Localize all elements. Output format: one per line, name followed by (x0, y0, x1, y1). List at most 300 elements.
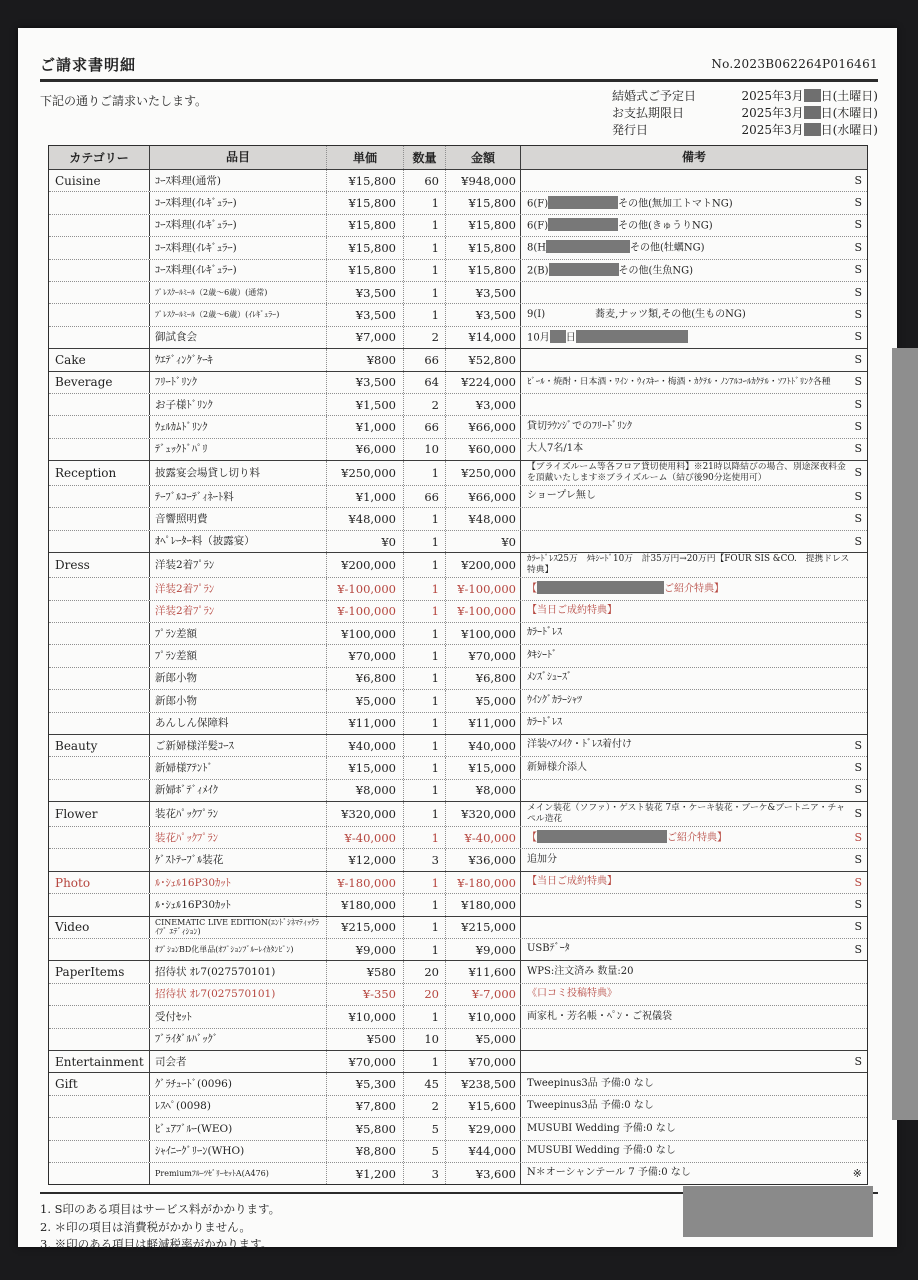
item-cell: 装花ﾊﾟｯｸﾌﾟﾗﾝ (150, 802, 327, 826)
service-flag: S (854, 196, 862, 210)
table-row (49, 507, 867, 529)
remark-text: 10月 日 (527, 330, 851, 345)
amount-cell: ¥70,000 (446, 1051, 521, 1072)
unit-price-cell: ¥1,200 (327, 1163, 404, 1184)
service-flag: S (854, 761, 862, 775)
item-cell: 司会者 (150, 1051, 327, 1072)
item-cell: ﾌﾟﾚｽｸｰﾙﾐｰﾙ（2歳～6歳）(通常) (150, 282, 327, 303)
remark-cell (521, 601, 867, 622)
column-header: 品目 (150, 146, 327, 169)
unit-price-cell: ¥250,000 (327, 461, 404, 485)
service-flag: S (854, 512, 862, 526)
unit-price-cell: ¥3,500 (327, 282, 404, 303)
unit-price-cell: ¥1,000 (327, 416, 404, 437)
item-cell: ﾌﾘｰﾄﾞﾘﾝｸ (150, 372, 327, 393)
quantity-cell: 5 (404, 1118, 446, 1139)
table-row (49, 485, 867, 507)
remark-text: 大人7名/1本 (527, 443, 584, 455)
amount-cell: ¥6,800 (446, 668, 521, 689)
amount-cell: ¥-100,000 (446, 578, 521, 599)
amount-cell: ¥11,000 (446, 713, 521, 734)
table-row (49, 1072, 867, 1094)
date-line (612, 122, 878, 139)
unit-price-cell: ¥0 (327, 531, 404, 552)
item-cell: ﾌﾟﾚｽｸｰﾙﾐｰﾙ（2歳～6歳）(ｲﾚｷﾞｭﾗｰ) (150, 304, 327, 325)
category-cell (49, 601, 150, 622)
unit-price-cell: ¥580 (327, 961, 404, 982)
quantity-cell: 60 (404, 170, 446, 191)
remark-text: ｶﾗｰﾄﾞﾚｽ25万 ﾀｷｼｰﾄﾞ10万 計35万円→20万円【FOUR SIS &CO. 提携ドレス特典】 (527, 554, 850, 576)
item-cell: ｺｰｽ料理(ｲﾚｷﾞｭﾗｰ) (150, 237, 327, 258)
remark-cell (521, 623, 867, 644)
amount-cell: ¥70,000 (446, 645, 521, 666)
item-cell: ｺｰｽ料理(ｲﾚｷﾞｭﾗｰ) (150, 260, 327, 281)
redaction-box (537, 830, 667, 843)
amount-cell: ¥11,600 (446, 961, 521, 982)
remark-cell (521, 461, 867, 485)
table-row (49, 415, 867, 437)
redaction-box (576, 330, 688, 343)
remark-cell (521, 327, 867, 348)
category-cell (49, 508, 150, 529)
redaction-box (537, 581, 664, 594)
amount-cell: ¥8,000 (446, 780, 521, 801)
service-flag: S (854, 898, 862, 912)
service-flag: S (854, 807, 862, 821)
amount-cell: ¥250,000 (446, 461, 521, 485)
amount-cell: ¥15,800 (446, 237, 521, 258)
remark-cell (521, 1141, 867, 1162)
amount-cell: ¥100,000 (446, 623, 521, 644)
unit-price-cell: ¥6,800 (327, 668, 404, 689)
quantity-cell: 1 (404, 553, 446, 577)
item-cell: 音響照明費 (150, 508, 327, 529)
amount-cell: ¥3,600 (446, 1163, 521, 1184)
table-row (49, 938, 867, 960)
category-cell (49, 237, 150, 258)
item-cell: ﾃﾞｭｯｸﾄﾞﾊﾟﾘ (150, 439, 327, 460)
remark-cell (521, 372, 867, 393)
remark-cell (521, 578, 867, 599)
table-row (49, 848, 867, 870)
remark-cell (521, 1096, 867, 1117)
table-row (49, 460, 867, 485)
table-row (49, 303, 867, 325)
category-cell: Reception (49, 461, 150, 485)
remark-text: MUSUBI Wedding 予備:0 なし (527, 1122, 676, 1134)
amount-cell: ¥15,000 (446, 757, 521, 778)
redaction-box-footer (683, 1186, 873, 1237)
unit-price-cell: ¥15,800 (327, 260, 404, 281)
category-cell: Flower (49, 802, 150, 826)
category-cell (49, 260, 150, 281)
amount-cell: ¥3,500 (446, 304, 521, 325)
table-row (49, 1050, 867, 1072)
amount-cell: ¥5,000 (446, 690, 521, 711)
table-row (49, 530, 867, 552)
redaction-box-day (804, 123, 821, 136)
amount-cell: ¥10,000 (446, 1006, 521, 1027)
redaction-box (548, 218, 618, 231)
category-cell (49, 757, 150, 778)
table-row (49, 1095, 867, 1117)
unit-price-cell: ¥500 (327, 1029, 404, 1050)
unit-price-cell: ¥10,000 (327, 1006, 404, 1027)
remark-text: MUSUBI Wedding 予備:0 なし (527, 1144, 676, 1156)
category-cell: Cuisine (49, 170, 150, 191)
amount-cell: ¥215,000 (446, 917, 521, 938)
date-label: 結婚式ご予定日 (612, 89, 697, 103)
amount-cell: ¥15,800 (446, 192, 521, 213)
category-cell (49, 827, 150, 848)
column-header: カテゴリー (49, 146, 150, 169)
category-cell (49, 668, 150, 689)
item-cell: ｸﾞﾗﾁｭｰﾄﾞ(0096) (150, 1073, 327, 1094)
amount-cell: ¥0 (446, 531, 521, 552)
service-flag: S (854, 920, 862, 934)
amount-cell: ¥238,500 (446, 1073, 521, 1094)
item-cell: ｹﾞｽﾄﾃｰﾌﾞﾙ装花 (150, 849, 327, 870)
quantity-cell: 45 (404, 1073, 446, 1094)
remark-text: 【ブライズルーム等各フロア貸切使用料】※21時以降結びの場合、別途深夜料金を頂戴いたします※ブライズルーム（結び後90分迄使用可） (527, 462, 846, 484)
quantity-cell: 66 (404, 416, 446, 437)
remark-cell (521, 713, 867, 734)
item-cell: ﾃｰﾌﾞﾙｺｰﾃﾞｨﾈｰﾄ料 (150, 486, 327, 507)
item-cell: ﾙ･ｼｪﾙ16P30ｶｯﾄ (150, 872, 327, 893)
table-row (49, 689, 867, 711)
category-cell: Video (49, 917, 150, 938)
quantity-cell: 3 (404, 849, 446, 870)
unit-price-cell: ¥40,000 (327, 735, 404, 756)
table-row (49, 779, 867, 801)
date-label: 発行日 (612, 123, 649, 137)
service-flag: S (854, 240, 862, 254)
amount-cell: ¥3,000 (446, 394, 521, 415)
remark-text: 貸切ﾗｳﾝｼﾞでのﾌﾘｰﾄﾞﾘﾝｸ (527, 420, 632, 432)
remark-text: 【当日ご成約特典】 (527, 876, 617, 888)
remark-cell (521, 939, 867, 960)
remark-cell (521, 1118, 867, 1139)
item-cell: ﾋﾞｭｱﾌﾞﾙｰ(WEO) (150, 1118, 327, 1139)
quantity-cell: 1 (404, 690, 446, 711)
item-cell: ｳｪﾙｶﾑﾄﾞﾘﾝｸ (150, 416, 327, 437)
quantity-cell: 2 (404, 1096, 446, 1117)
quantity-cell: 1 (404, 939, 446, 960)
category-cell (49, 531, 150, 552)
unit-price-cell: ¥800 (327, 349, 404, 370)
remark-text: N＊オーシャンテール 7 予備:0 なし (527, 1167, 691, 1179)
unit-price-cell: ¥-100,000 (327, 601, 404, 622)
item-cell: 御試食会 (150, 327, 327, 348)
service-flag: S (854, 534, 862, 548)
unit-price-cell: ¥320,000 (327, 802, 404, 826)
item-cell: ﾌﾟﾗﾝ差額 (150, 645, 327, 666)
quantity-cell: 66 (404, 349, 446, 370)
category-cell (49, 849, 150, 870)
unit-price-cell: ¥3,500 (327, 372, 404, 393)
quantity-cell: 1 (404, 645, 446, 666)
amount-cell: ¥-180,000 (446, 872, 521, 893)
category-cell: Cake (49, 349, 150, 370)
redaction-box (549, 263, 619, 276)
quantity-cell: 10 (404, 439, 446, 460)
item-cell: ｵﾌﾟｼｮﾝBD化単品(ｵﾌﾟｼｮﾝﾌﾞﾙｰﾚｲｶﾀﾝﾋﾟﾝ) (150, 939, 327, 960)
quantity-cell: 5 (404, 1141, 446, 1162)
service-flag: S (854, 218, 862, 232)
category-cell (49, 192, 150, 213)
unit-price-cell: ¥-350 (327, 984, 404, 1005)
unit-price-cell: ¥-180,000 (327, 872, 404, 893)
item-cell: 新婦様ｱﾃﾝﾄﾞ (150, 757, 327, 778)
quantity-cell: 1 (404, 531, 446, 552)
remark-cell (521, 416, 867, 437)
remark-text: 両家札・芳名帳・ﾍﾟﾝ・ご祝儀袋 (527, 1010, 672, 1022)
redaction-box (550, 330, 566, 343)
category-cell (49, 623, 150, 644)
category-cell: Photo (49, 872, 150, 893)
remark-cell (521, 668, 867, 689)
amount-cell: ¥-40,000 (446, 827, 521, 848)
table-row (49, 552, 867, 577)
remark-text: WPS:注文済み 数量:20 (527, 965, 634, 977)
unit-price-cell: ¥6,000 (327, 439, 404, 460)
table-row (49, 622, 867, 644)
remark-cell (521, 757, 867, 778)
service-flag: S (854, 263, 862, 277)
date-value: 2025年3月 日(水曜日) (741, 123, 878, 137)
service-flag: S (854, 942, 862, 956)
table-row (49, 1140, 867, 1162)
unit-price-cell: ¥15,800 (327, 215, 404, 236)
table-row (49, 577, 867, 599)
item-cell: 洋装2着ﾌﾟﾗﾝ (150, 601, 327, 622)
item-cell: 洋装2着ﾌﾟﾗﾝ (150, 578, 327, 599)
item-cell: ｵﾍﾟﾚｰﾀｰ料（披露宴） (150, 531, 327, 552)
remark-cell (521, 170, 867, 191)
quantity-cell: 1 (404, 1006, 446, 1027)
table-row (49, 259, 867, 281)
table-row (49, 1028, 867, 1050)
unit-price-cell: ¥8,000 (327, 780, 404, 801)
redaction-box (546, 240, 630, 253)
date-value: 2025年3月 日(木曜日) (741, 106, 878, 120)
table-row (49, 169, 867, 191)
remark-cell (521, 917, 867, 938)
remark-cell (521, 553, 867, 577)
category-cell: Beverage (49, 372, 150, 393)
unit-price-cell: ¥12,000 (327, 849, 404, 870)
remark-text: 2(B) その他(生魚NG) (527, 263, 851, 278)
category-cell (49, 215, 150, 236)
table-row (49, 1005, 867, 1027)
category-cell (49, 1096, 150, 1117)
service-flag: S (854, 375, 862, 389)
remark-cell (521, 735, 867, 756)
unit-price-cell: ¥5,000 (327, 690, 404, 711)
table-row (49, 191, 867, 213)
quantity-cell: 1 (404, 623, 446, 644)
item-cell: 披露宴会場貸し切り料 (150, 461, 327, 485)
table-row (49, 871, 867, 893)
remark-cell (521, 215, 867, 236)
table-row (49, 371, 867, 393)
amount-cell: ¥40,000 (446, 735, 521, 756)
service-flag: S (854, 442, 862, 456)
amount-cell: ¥66,000 (446, 416, 521, 437)
unit-price-cell: ¥1,000 (327, 486, 404, 507)
category-cell (49, 304, 150, 325)
amount-cell: ¥-100,000 (446, 601, 521, 622)
item-cell: あんしん保障料 (150, 713, 327, 734)
unit-price-cell: ¥7,800 (327, 1096, 404, 1117)
remark-cell (521, 304, 867, 325)
service-flag: S (854, 830, 862, 844)
service-flag: S (854, 783, 862, 797)
remark-cell (521, 394, 867, 415)
table-row (49, 600, 867, 622)
service-flag: S (854, 489, 862, 503)
remark-cell (521, 1006, 867, 1027)
quantity-cell: 1 (404, 917, 446, 938)
unit-price-cell: ¥48,000 (327, 508, 404, 529)
table-row (49, 916, 867, 938)
amount-cell: ¥52,800 (446, 349, 521, 370)
table-row (49, 236, 867, 258)
item-cell: 受付ｾｯﾄ (150, 1006, 327, 1027)
amount-cell: ¥14,000 (446, 327, 521, 348)
remark-cell (521, 486, 867, 507)
category-cell: Entertainment (49, 1051, 150, 1072)
item-cell: 新婦ﾎﾞﾃﾞｨﾒｲｸ (150, 780, 327, 801)
quantity-cell: 1 (404, 802, 446, 826)
item-cell: 招待状 ｵﾚ7(027570101) (150, 984, 327, 1005)
table-row (49, 326, 867, 348)
remark-text: ｶﾗｰﾄﾞﾚｽ (527, 627, 562, 639)
remark-cell (521, 1029, 867, 1050)
category-cell (49, 713, 150, 734)
item-cell: お子様ﾄﾞﾘﾝｸ (150, 394, 327, 415)
category-cell (49, 690, 150, 711)
quantity-cell: 1 (404, 461, 446, 485)
remark-text: 6(F) その他(無加工トマトNG) (527, 196, 851, 211)
table-row (49, 801, 867, 826)
amount-cell: ¥180,000 (446, 894, 521, 915)
quantity-cell: 20 (404, 984, 446, 1005)
invoice-page (18, 28, 897, 1252)
unit-price-cell: ¥70,000 (327, 1051, 404, 1072)
quantity-cell: 1 (404, 578, 446, 599)
item-cell: ｺｰｽ料理(ｲﾚｷﾞｭﾗｰ) (150, 215, 327, 236)
unit-price-cell: ¥15,000 (327, 757, 404, 778)
redaction-box-day (804, 106, 821, 119)
quantity-cell: 1 (404, 1051, 446, 1072)
table-body (49, 169, 867, 1184)
amount-cell: ¥9,000 (446, 939, 521, 960)
remark-cell (521, 894, 867, 915)
category-cell (49, 780, 150, 801)
item-cell: CINEMATIC LIVE EDITION(ｴﾝﾄﾞｼﾈﾏﾃｨｯｸﾗｲﾌﾞ ｴﾃﾞｨｼｮﾝ) (150, 917, 327, 938)
table-row (49, 644, 867, 666)
remark-text: ﾒﾝｽﾞｼｭｰｽﾞ (527, 672, 572, 684)
remark-cell (521, 872, 867, 893)
item-cell: ｺｰｽ料理(通常) (150, 170, 327, 191)
amount-cell: ¥948,000 (446, 170, 521, 191)
table-row (49, 667, 867, 689)
remark-cell (521, 349, 867, 370)
remark-cell (521, 192, 867, 213)
service-flag: S (854, 173, 862, 187)
amount-cell: ¥224,000 (446, 372, 521, 393)
amount-cell: ¥60,000 (446, 439, 521, 460)
remark-cell (521, 961, 867, 982)
service-flag: S (854, 738, 862, 752)
remark-cell (521, 802, 867, 826)
quantity-cell: 2 (404, 394, 446, 415)
item-cell: 新郎小物 (150, 690, 327, 711)
redaction-gap (545, 316, 595, 317)
amount-cell: ¥29,000 (446, 1118, 521, 1139)
remark-cell (521, 849, 867, 870)
invoice-header (18, 28, 897, 145)
column-header: 金額 (446, 146, 521, 169)
quantity-cell: 10 (404, 1029, 446, 1050)
table-header-row (49, 146, 867, 169)
table-row (49, 281, 867, 303)
quantity-cell: 1 (404, 735, 446, 756)
remark-cell (521, 1163, 867, 1184)
date-line (612, 105, 878, 122)
remark-text: 洋装ﾍｱﾒｲｸ・ﾄﾞﾚｽ着付け (527, 739, 632, 751)
service-flag: S (854, 397, 862, 411)
remark-cell (521, 690, 867, 711)
table-row (49, 826, 867, 848)
table-row (49, 756, 867, 778)
category-cell (49, 1118, 150, 1139)
item-cell: 招待状 ｵﾚ7(027570101) (150, 961, 327, 982)
remark-cell (521, 439, 867, 460)
category-cell (49, 939, 150, 960)
unit-price-cell: ¥3,500 (327, 304, 404, 325)
quantity-cell: 1 (404, 304, 446, 325)
item-cell: PremiumﾌﾙｰﾂｾﾞﾘｰｾｯﾄA(A476) (150, 1163, 327, 1184)
quantity-cell: 1 (404, 780, 446, 801)
category-cell (49, 894, 150, 915)
unit-price-cell: ¥200,000 (327, 553, 404, 577)
item-cell: ｺｰｽ料理(ｲﾚｷﾞｭﾗｰ) (150, 192, 327, 213)
amount-cell: ¥15,800 (446, 215, 521, 236)
category-cell (49, 327, 150, 348)
category-cell (49, 416, 150, 437)
unit-price-cell: ¥-100,000 (327, 578, 404, 599)
remark-cell (521, 508, 867, 529)
remark-text: 9(I) 蕎麦,ナッツ類,その他(生ものNG) (527, 308, 746, 320)
category-cell (49, 439, 150, 460)
remark-cell (521, 531, 867, 552)
remark-cell (521, 780, 867, 801)
unit-price-cell: ¥180,000 (327, 894, 404, 915)
invoice-table (48, 145, 868, 1185)
remark-cell (521, 237, 867, 258)
remark-cell (521, 1073, 867, 1094)
table-row (49, 734, 867, 756)
service-flag: S (854, 875, 862, 889)
amount-cell: ¥48,000 (446, 508, 521, 529)
quantity-cell: 1 (404, 215, 446, 236)
unit-price-cell: ¥5,800 (327, 1118, 404, 1139)
amount-cell: ¥15,800 (446, 260, 521, 281)
category-cell (49, 282, 150, 303)
redaction-box-day (804, 89, 821, 102)
